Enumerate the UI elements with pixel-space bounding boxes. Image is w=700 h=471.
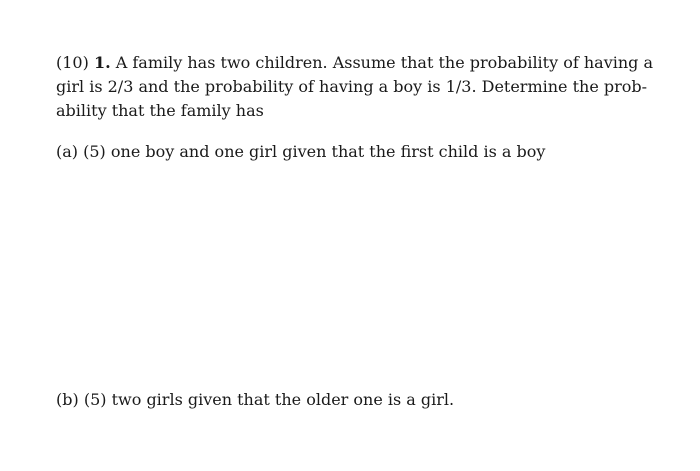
problem-points: (10) — [56, 53, 89, 72]
part-a-points: (5) — [83, 142, 106, 161]
problem-line-1 — [56, 51, 654, 75]
problem-number: 1. — [93, 53, 111, 72]
part-a-text: one boy and one girl given that the first child is a boy — [110, 142, 546, 161]
part-a — [56, 140, 545, 164]
problem-line-2: girl is 2/3 and the probability of having a boy is 1/3. Determine the prob- — [56, 77, 648, 96]
part-b-text: two girls given that the older one is a girl. — [111, 390, 455, 409]
problem-statement — [56, 51, 654, 123]
part-b-label: (b) — [56, 390, 79, 409]
part-b-points: (5) — [83, 390, 107, 409]
part-b — [56, 388, 454, 412]
problem-line-3: ability that the family has — [56, 101, 264, 120]
problem-text-line-1: A family has two children. Assume that the probability of having a — [115, 53, 654, 72]
part-a-label: (a) — [56, 142, 79, 161]
